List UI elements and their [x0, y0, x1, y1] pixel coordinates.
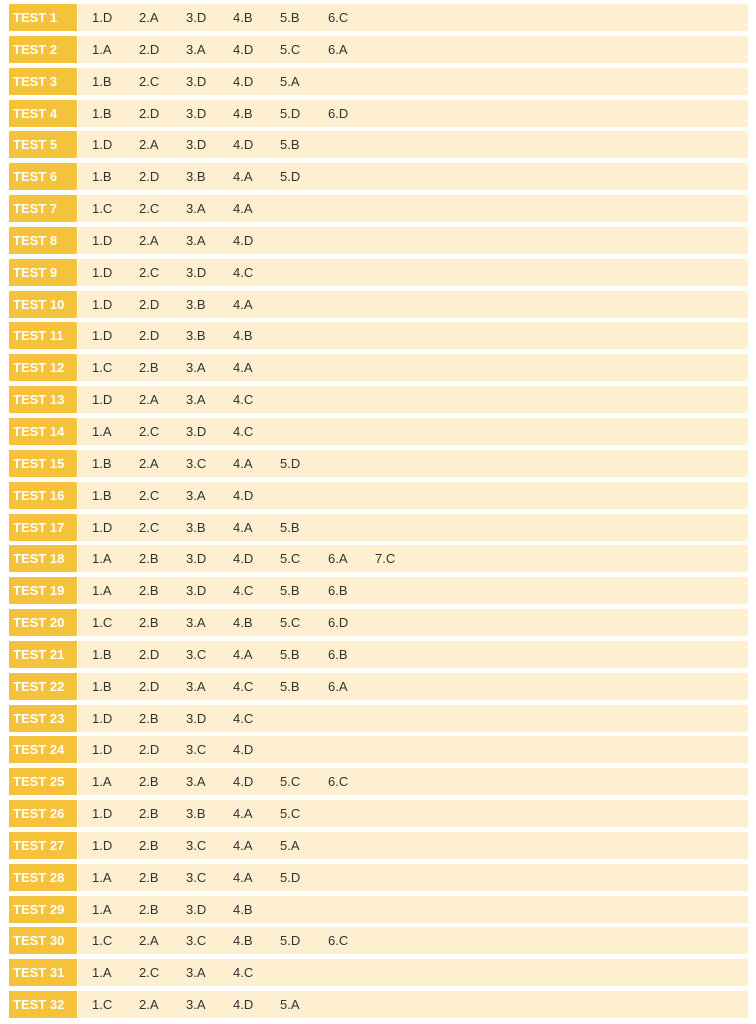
answer-cell: 4.A — [233, 519, 253, 535]
test-label: TEST 14 — [9, 418, 77, 445]
answer-cell: 2.A — [139, 455, 159, 471]
answer-cell: 3.D — [186, 10, 207, 25]
answer-cell: 3.A — [186, 615, 206, 631]
answer-cell: 2.B — [139, 710, 159, 726]
answer-cell: 3.A — [186, 201, 206, 217]
table-row — [9, 322, 748, 349]
table-row — [9, 577, 748, 604]
answer-cells — [78, 514, 748, 541]
test-label: TEST 13 — [9, 386, 77, 413]
answer-cell: 1.D — [92, 137, 113, 153]
table-row — [9, 482, 748, 509]
answer-cell: 5.A — [280, 73, 300, 89]
answer-cell: 3.A — [186, 487, 206, 503]
answer-cell: 2.B — [139, 901, 159, 917]
table-row — [9, 959, 748, 986]
answer-cell: 1.B — [92, 73, 112, 89]
answer-cell: 2.D — [139, 169, 160, 185]
answer-cells — [78, 959, 748, 986]
answer-cell: 4.A — [233, 455, 253, 471]
answer-cells — [78, 991, 748, 1018]
table-row — [9, 418, 748, 445]
answer-cell: 4.D — [233, 137, 254, 153]
answer-cells — [78, 291, 748, 318]
test-label: TEST 18 — [9, 545, 77, 572]
answer-cell: 5.D — [280, 169, 301, 185]
answer-cell: 2.C — [139, 487, 160, 503]
answer-cell: 3.B — [186, 169, 206, 185]
answer-cell: 6.A — [328, 551, 348, 567]
answer-cells — [78, 896, 748, 923]
answer-cells — [78, 545, 748, 572]
test-label: TEST 19 — [9, 577, 77, 604]
answer-cell: 2.C — [139, 264, 160, 280]
answer-cell: 3.C — [186, 933, 207, 949]
answer-cell: 3.A — [186, 360, 206, 376]
answer-cell: 3.C — [186, 742, 207, 758]
answer-cell: 4.A — [233, 646, 253, 662]
answer-cell: 2.B — [139, 837, 159, 853]
table-row — [9, 514, 748, 541]
answer-cell: 4.A — [233, 869, 253, 885]
answer-cell: 5.B — [280, 137, 300, 153]
answer-cell: 3.A — [186, 392, 206, 408]
answer-cells — [78, 259, 748, 286]
answer-cell: 2.D — [139, 742, 160, 758]
answer-cell: 4.A — [233, 806, 253, 822]
table-row — [9, 991, 748, 1018]
answer-cell: 3.A — [186, 965, 206, 981]
answer-cell: 4.B — [233, 615, 253, 631]
answer-cells — [78, 386, 748, 413]
answer-cell: 2.A — [139, 933, 159, 949]
answer-cells — [78, 736, 748, 763]
answer-cell: 2.B — [139, 869, 159, 885]
test-label: TEST 9 — [9, 259, 77, 286]
answer-cell: 3.C — [186, 837, 207, 853]
answer-cell: 4.D — [233, 742, 254, 758]
answer-cell: 2.B — [139, 583, 159, 599]
answer-cell: 3.B — [186, 519, 206, 535]
answer-cells — [78, 68, 748, 95]
answer-cell: 3.D — [186, 423, 207, 439]
answer-cell: 5.C — [280, 774, 301, 790]
test-label: TEST 27 — [9, 832, 77, 859]
test-label: TEST 4 — [9, 100, 77, 127]
answer-cell: 5.B — [280, 10, 300, 25]
answer-cell: 4.D — [233, 997, 254, 1013]
answer-cell: 1.A — [92, 774, 112, 790]
answer-cell: 4.D — [233, 232, 254, 248]
answer-cell: 5.A — [280, 997, 300, 1013]
answer-cell: 2.D — [139, 328, 160, 344]
answer-cell: 2.D — [139, 41, 160, 57]
table-row — [9, 450, 748, 477]
answer-cells — [78, 131, 748, 158]
table-row — [9, 800, 748, 827]
answer-cell: 2.C — [139, 423, 160, 439]
answer-cell: 1.C — [92, 997, 113, 1013]
answer-cell: 1.D — [92, 232, 113, 248]
answer-cell: 3.A — [186, 41, 206, 57]
answer-cell: 2.B — [139, 806, 159, 822]
test-label: TEST 7 — [9, 195, 77, 222]
answer-cell: 5.C — [280, 41, 301, 57]
answer-cell: 1.A — [92, 901, 112, 917]
answer-cell: 5.C — [280, 806, 301, 822]
answer-cell: 4.D — [233, 551, 254, 567]
test-label: TEST 3 — [9, 68, 77, 95]
answer-cell: 5.B — [280, 646, 300, 662]
table-row — [9, 545, 748, 572]
answer-cell: 2.B — [139, 615, 159, 631]
answer-cells — [78, 864, 748, 891]
answer-cell: 1.B — [92, 487, 112, 503]
answer-cell: 2.C — [139, 519, 160, 535]
table-row — [9, 609, 748, 636]
answer-cell: 1.B — [92, 678, 112, 694]
answer-cell: 5.C — [280, 551, 301, 567]
test-label: TEST 30 — [9, 927, 77, 954]
answer-cell: 1.B — [92, 169, 112, 185]
answer-cells — [78, 450, 748, 477]
answer-cell: 1.A — [92, 423, 112, 439]
test-label: TEST 20 — [9, 609, 77, 636]
answer-cell: 4.D — [233, 774, 254, 790]
answer-cell: 1.C — [92, 933, 113, 949]
test-label: TEST 8 — [9, 227, 77, 254]
answer-cells — [78, 195, 748, 222]
answer-cell: 4.C — [233, 710, 254, 726]
answer-cells — [78, 609, 748, 636]
table-row — [9, 386, 748, 413]
answer-cell: 4.A — [233, 837, 253, 853]
table-row — [9, 259, 748, 286]
answer-cell: 3.D — [186, 551, 207, 567]
answer-cell: 2.C — [139, 965, 160, 981]
answer-cell: 2.D — [139, 105, 160, 121]
table-row — [9, 227, 748, 254]
table-row — [9, 673, 748, 700]
answer-cell: 4.B — [233, 933, 253, 949]
test-label: TEST 28 — [9, 864, 77, 891]
answer-cell: 6.C — [328, 774, 349, 790]
answer-cell: 1.D — [92, 328, 113, 344]
answer-cell: 7.C — [375, 551, 396, 567]
table-row — [9, 927, 748, 954]
answer-cell: 4.C — [233, 423, 254, 439]
answer-cells — [78, 354, 748, 381]
test-label: TEST 6 — [9, 163, 77, 190]
answer-cell: 1.D — [92, 806, 113, 822]
test-label: TEST 15 — [9, 450, 77, 477]
answer-cell: 3.D — [186, 137, 207, 153]
answer-cells — [78, 641, 748, 668]
answer-cell: 3.D — [186, 901, 207, 917]
test-label: TEST 17 — [9, 514, 77, 541]
answer-cell: 2.C — [139, 73, 160, 89]
answer-cells — [78, 227, 748, 254]
test-label: TEST 5 — [9, 131, 77, 158]
test-label: TEST 16 — [9, 482, 77, 509]
answer-cell: 2.D — [139, 296, 160, 312]
answer-cell: 4.D — [233, 41, 254, 57]
answer-cell: 3.B — [186, 806, 206, 822]
answer-cells — [78, 100, 748, 127]
answer-cell: 4.C — [233, 264, 254, 280]
answer-cell: 1.A — [92, 965, 112, 981]
answer-cells — [78, 163, 748, 190]
test-label: TEST 32 — [9, 991, 77, 1018]
answer-cell: 1.C — [92, 201, 113, 217]
answer-cell: 3.C — [186, 869, 207, 885]
table-row — [9, 291, 748, 318]
answer-cell: 1.B — [92, 105, 112, 121]
answer-cell: 1.C — [92, 360, 113, 376]
answer-cell: 1.D — [92, 742, 113, 758]
table-row — [9, 705, 748, 732]
answer-cell: 2.A — [139, 392, 159, 408]
answer-cell: 2.A — [139, 232, 159, 248]
answer-cell: 1.D — [92, 296, 113, 312]
table-row — [9, 832, 748, 859]
answer-cell: 4.B — [233, 10, 253, 25]
answer-cell: 3.D — [186, 73, 207, 89]
answer-cells — [78, 705, 748, 732]
answer-cell: 2.A — [139, 137, 159, 153]
answer-cell: 1.D — [92, 10, 113, 25]
answer-cell: 1.D — [92, 710, 113, 726]
answer-cell: 4.B — [233, 901, 253, 917]
answer-cells — [78, 322, 748, 349]
test-label: TEST 29 — [9, 896, 77, 923]
answer-cell: 1.A — [92, 869, 112, 885]
answer-cell: 4.D — [233, 487, 254, 503]
test-label: TEST 12 — [9, 354, 77, 381]
answer-cell: 1.A — [92, 583, 112, 599]
answer-cell: 6.D — [328, 105, 349, 121]
answer-cell: 5.A — [280, 837, 300, 853]
answer-cell: 4.C — [233, 392, 254, 408]
answer-cell: 3.B — [186, 296, 206, 312]
answer-cells — [78, 418, 748, 445]
answer-key-table — [9, 4, 748, 1023]
table-row — [9, 736, 748, 763]
test-label: TEST 31 — [9, 959, 77, 986]
table-row — [9, 641, 748, 668]
test-label: TEST 24 — [9, 736, 77, 763]
answer-cell: 2.B — [139, 774, 159, 790]
answer-cell: 3.A — [186, 774, 206, 790]
test-label: TEST 1 — [9, 4, 77, 31]
answer-cell: 1.A — [92, 41, 112, 57]
answer-cells — [78, 577, 748, 604]
answer-cell: 4.A — [233, 360, 253, 376]
answer-cell: 6.B — [328, 646, 348, 662]
answer-cells — [78, 768, 748, 795]
answer-cell: 3.A — [186, 232, 206, 248]
answer-cell: 1.D — [92, 264, 113, 280]
answer-cells — [78, 800, 748, 827]
answer-cell: 3.C — [186, 646, 207, 662]
answer-cell: 6.C — [328, 933, 349, 949]
answer-cell: 5.B — [280, 678, 300, 694]
test-label: TEST 10 — [9, 291, 77, 318]
answer-cells — [78, 482, 748, 509]
answer-cell: 2.D — [139, 646, 160, 662]
test-label: TEST 26 — [9, 800, 77, 827]
table-row — [9, 4, 748, 31]
answer-cell: 4.C — [233, 583, 254, 599]
answer-cell: 4.B — [233, 328, 253, 344]
answer-cell: 6.A — [328, 678, 348, 694]
table-row — [9, 354, 748, 381]
answer-cell: 5.D — [280, 105, 301, 121]
answer-cell: 4.C — [233, 965, 254, 981]
table-row — [9, 896, 748, 923]
table-row — [9, 100, 748, 127]
answer-cell: 4.A — [233, 296, 253, 312]
answer-cell: 6.C — [328, 10, 349, 25]
test-label: TEST 21 — [9, 641, 77, 668]
test-label: TEST 25 — [9, 768, 77, 795]
answer-cell: 5.D — [280, 933, 301, 949]
table-row — [9, 195, 748, 222]
answer-cells — [78, 4, 748, 31]
answer-cell: 4.C — [233, 678, 254, 694]
answer-cells — [78, 927, 748, 954]
table-row — [9, 131, 748, 158]
answer-cell: 4.A — [233, 169, 253, 185]
test-label: TEST 2 — [9, 36, 77, 63]
answer-cell: 5.D — [280, 455, 301, 471]
test-label: TEST 11 — [9, 322, 77, 349]
answer-cell: 1.D — [92, 837, 113, 853]
test-label: TEST 23 — [9, 705, 77, 732]
answer-cell: 5.D — [280, 869, 301, 885]
answer-cell: 1.D — [92, 392, 113, 408]
answer-cell: 1.B — [92, 455, 112, 471]
answer-cell: 6.B — [328, 583, 348, 599]
answer-cell: 1.C — [92, 615, 113, 631]
table-row — [9, 36, 748, 63]
answer-cell: 2.C — [139, 201, 160, 217]
table-row — [9, 864, 748, 891]
answer-cell: 4.A — [233, 201, 253, 217]
answer-cell: 1.A — [92, 551, 112, 567]
answer-cell: 2.B — [139, 360, 159, 376]
table-row — [9, 768, 748, 795]
answer-cell: 1.B — [92, 646, 112, 662]
answer-cell: 4.B — [233, 105, 253, 121]
answer-cell: 2.A — [139, 10, 159, 25]
test-label: TEST 22 — [9, 673, 77, 700]
answer-cells — [78, 832, 748, 859]
answer-cell: 2.B — [139, 551, 159, 567]
answer-cell: 5.B — [280, 583, 300, 599]
answer-cell: 3.D — [186, 264, 207, 280]
answer-cell: 3.D — [186, 583, 207, 599]
answer-cell: 3.D — [186, 105, 207, 121]
answer-cell: 3.A — [186, 678, 206, 694]
answer-cell: 3.D — [186, 710, 207, 726]
table-row — [9, 68, 748, 95]
answer-cell: 3.C — [186, 455, 207, 471]
answer-cells — [78, 673, 748, 700]
answer-cell: 4.D — [233, 73, 254, 89]
answer-cell: 5.B — [280, 519, 300, 535]
table-row — [9, 163, 748, 190]
answer-cell: 2.D — [139, 678, 160, 694]
answer-cell: 5.C — [280, 615, 301, 631]
answer-cell: 3.B — [186, 328, 206, 344]
answer-cell: 3.A — [186, 997, 206, 1013]
answer-cell: 2.A — [139, 997, 159, 1013]
answer-cell: 6.D — [328, 615, 349, 631]
answer-cell: 1.D — [92, 519, 113, 535]
answer-cells — [78, 36, 748, 63]
answer-cell: 6.A — [328, 41, 348, 57]
